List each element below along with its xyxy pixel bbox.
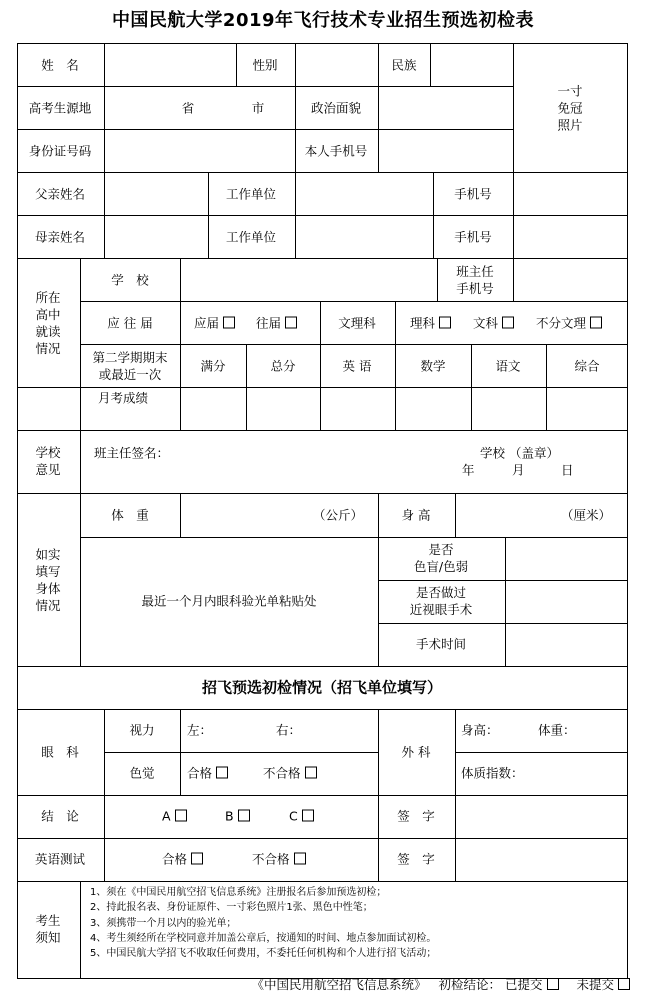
label-bmi: 体质指数： <box>461 765 524 781</box>
photo-placeholder: 一寸 免冠 照片 <box>557 83 583 133</box>
option-color-fail[interactable]: 不合格 <box>263 765 317 782</box>
label-head-teacher-phone: 班主任 手机号 <box>456 264 494 296</box>
label-political: 政治面貌 <box>310 100 362 116</box>
label-self-phone: 本人手机号 <box>304 143 368 159</box>
option-color-pass[interactable]: 合格 <box>187 765 228 782</box>
label-ophthalmology: 眼 科 <box>41 744 79 760</box>
label-english-test: 英语测试 <box>34 851 86 867</box>
score-col-comprehensive: 综合 <box>574 358 600 374</box>
checkbox-grade-a <box>175 810 187 822</box>
label-monthly: 月考成绩 <box>97 390 149 406</box>
option-grade-c[interactable]: C <box>289 808 314 825</box>
label-signature-2: 签 字 <box>397 851 435 867</box>
option-submitted[interactable]: 已提交 <box>505 977 559 992</box>
label-ethnicity: 民族 <box>391 57 417 73</box>
label-color-sense: 色觉 <box>129 765 155 781</box>
label-track: 文理科 <box>338 315 376 331</box>
label-day: 日 <box>561 462 574 478</box>
label-body-height: 身高： <box>461 722 499 738</box>
label-weight: 体 重 <box>111 507 149 523</box>
label-surgery-time: 手术时间 <box>415 636 467 652</box>
checkbox-color-fail <box>305 767 317 779</box>
page-title: 中国民航大学2019年飞行技术专业招生预选初检表 <box>111 10 535 31</box>
label-father: 父亲姓名 <box>34 186 86 202</box>
checkbox-grade-b <box>238 810 250 822</box>
footer <box>251 975 630 993</box>
label-opinion: 学校 意见 <box>35 445 61 477</box>
label-exam: 第二学期期末 或最近一次 <box>92 350 168 382</box>
label-surgery: 外 科 <box>401 744 431 760</box>
option-science[interactable]: 理科 <box>410 315 451 332</box>
label-school: 学 校 <box>111 272 149 288</box>
checkbox-color-pass <box>216 767 228 779</box>
score-col-english: 英 语 <box>342 358 372 374</box>
option-english-fail[interactable]: 不合格 <box>252 851 306 868</box>
label-father-work: 工作单位 <box>225 186 277 202</box>
label-school-section: 所在 高中 就读 情况 <box>35 290 61 356</box>
label-origin: 高考生源地 <box>28 100 92 116</box>
label-height: 身 高 <box>401 507 431 523</box>
checkbox-english-fail <box>294 853 306 865</box>
option-arts[interactable]: 文科 <box>473 315 514 332</box>
score-col-full: 满分 <box>200 358 226 374</box>
label-gender: 性别 <box>252 57 278 73</box>
checkbox-arts <box>502 317 514 329</box>
notice-list <box>90 885 436 961</box>
label-teacher-sign: 班主任签名： <box>94 445 170 461</box>
option-previous[interactable]: 往届 <box>256 315 297 332</box>
option-no-track[interactable]: 不分文理 <box>536 315 602 332</box>
score-col-chinese: 语文 <box>495 358 521 374</box>
label-color-blind: 是否 色盲/色弱 <box>413 542 469 574</box>
label-year: 年 <box>462 462 475 478</box>
label-kg: （公斤） <box>312 507 364 523</box>
checkbox-current <box>223 317 235 329</box>
option-current[interactable]: 应届 <box>194 315 235 332</box>
label-school-seal: 学校 （盖章） <box>480 445 559 461</box>
option-english-pass[interactable]: 合格 <box>162 851 203 868</box>
eye-test-paste-area: 最近一个月内眼科验光单粘贴处 <box>141 593 317 609</box>
label-mother-work: 工作单位 <box>225 229 277 245</box>
label-body-weight: 体重： <box>538 722 576 738</box>
footer-system: 《中国民用航空招飞信息系统》 <box>251 977 427 992</box>
score-col-math: 数学 <box>420 358 446 374</box>
label-name: 姓 名 <box>41 57 79 73</box>
label-mother: 母亲姓名 <box>34 229 86 245</box>
label-vision: 视力 <box>129 722 155 738</box>
notice-item: 1、须在《中国民用航空招飞信息系统》注册报名后参加预选初检； <box>90 887 387 898</box>
notice-item: 5、中国民航大学招飞不收取任何费用，不委托任何机构和个人进行招飞活动； <box>90 948 437 960</box>
label-cm: （厘米） <box>560 507 612 523</box>
label-physical: 如实 填写 身体 情况 <box>35 547 61 613</box>
footer-status-label: 初检结论： <box>438 977 501 992</box>
label-notice: 考生 须知 <box>35 913 61 945</box>
option-grade-a[interactable]: A <box>162 808 187 825</box>
checkbox-not-submitted <box>618 978 630 990</box>
checkbox-science <box>439 317 451 329</box>
checkbox-no-track <box>590 317 602 329</box>
score-col-total: 总分 <box>270 358 296 374</box>
option-grade-b[interactable]: B <box>225 808 250 825</box>
notice-item: 2、持此报名表、身份证原件、一寸彩色照片1张、黑色中性笔； <box>90 902 373 914</box>
label-city: 市 <box>251 100 265 116</box>
label-grad-year: 应 往 届 <box>107 315 153 331</box>
label-province: 省 <box>181 100 195 116</box>
label-month: 月 <box>512 462 525 478</box>
section-header: 招飞预选初检情况（招飞单位填写） <box>201 678 443 697</box>
option-not-submitted[interactable]: 未提交 <box>576 977 630 992</box>
label-myopia-surgery: 是否做过 近视眼手术 <box>409 585 473 617</box>
label-id-number: 身份证号码 <box>28 143 92 159</box>
label-signature-1: 签 字 <box>397 808 435 824</box>
label-conclusion: 结 论 <box>41 808 79 824</box>
label-father-phone: 手机号 <box>454 186 492 202</box>
notice-item: 3、须携带一个月以内的验光单； <box>90 917 237 929</box>
label-left-eye: 左： <box>187 722 213 738</box>
label-mother-phone: 手机号 <box>454 229 492 245</box>
notice-item: 4、考生须经所在学校同意并加盖公章后，按通知的时间、地点参加面试初检。 <box>90 932 437 944</box>
label-right-eye: 右： <box>276 722 302 738</box>
checkbox-grade-c <box>302 810 314 822</box>
checkbox-english-pass <box>191 853 203 865</box>
checkbox-submitted <box>547 978 559 990</box>
checkbox-previous <box>285 317 297 329</box>
